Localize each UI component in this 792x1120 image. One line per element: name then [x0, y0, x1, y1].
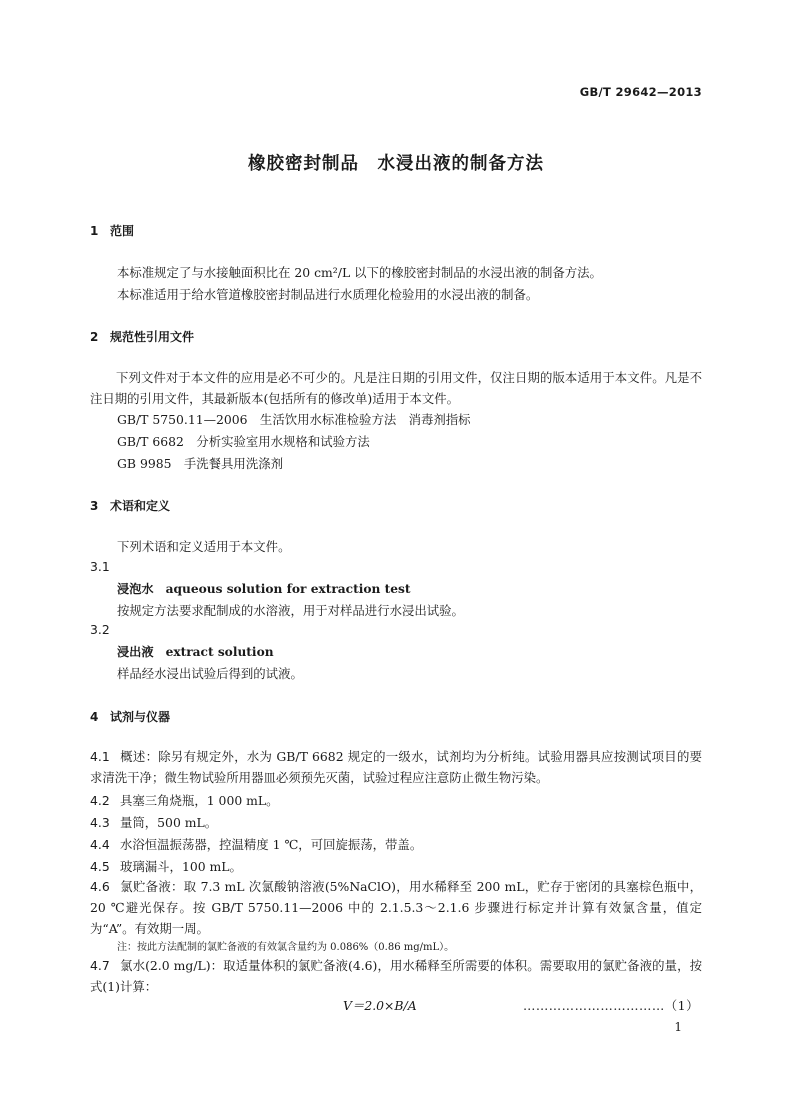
- page-number: 1: [674, 1020, 682, 1034]
- clause-number: 4.4: [90, 837, 110, 852]
- clause-4-2: [90, 791, 279, 809]
- formula-number: ……………………………（1）: [523, 998, 699, 1013]
- clause-number: 4.1: [90, 749, 110, 764]
- clause-4-4: [90, 835, 422, 853]
- section-title: 范围: [110, 224, 135, 238]
- clause-4-1: [90, 746, 702, 788]
- clause-number: 4.6: [90, 879, 110, 894]
- term-number: 3.1: [90, 559, 110, 574]
- section-number: 4: [90, 710, 99, 724]
- section-title: 规范性引用文件: [110, 330, 195, 344]
- term-number: 3.2: [90, 622, 110, 637]
- reference-item: GB/T 6682 分析实验室用水规格和试验方法: [117, 434, 370, 449]
- reference-item: GB 9985 手洗餐具用洗涤剂: [117, 456, 283, 471]
- section-2-heading: [90, 328, 194, 345]
- term-definition: 样品经水浸出试验后得到的试液。: [117, 666, 303, 681]
- term-definition: 按规定方法要求配制成的水溶液，用于对样品进行水浸出试验。: [117, 603, 464, 618]
- term-chinese: 浸泡水: [117, 582, 154, 596]
- term-chinese: 浸出液: [117, 645, 154, 659]
- section-number: 1: [90, 224, 99, 238]
- clause-4-6: [90, 876, 702, 939]
- paragraph: 本标准适用于给水管道橡胶密封制品进行水质理化检验用的水浸出液的制备。: [117, 287, 539, 302]
- formula: V＝2.0×B/A: [343, 998, 417, 1013]
- section-number: 3: [90, 499, 99, 513]
- clause-text: 玻璃漏斗，100 mL。: [120, 859, 242, 874]
- term-heading: [117, 580, 410, 597]
- clause-4-7: [90, 955, 702, 997]
- paragraph: 下列术语和定义适用于本文件。: [117, 539, 291, 554]
- section-1-heading: [90, 222, 134, 239]
- clause-number: 4.2: [90, 793, 110, 808]
- section-title: 试剂与仪器: [110, 710, 171, 724]
- clause-text: 具塞三角烧瓶，1 000 mL。: [120, 793, 279, 808]
- paragraph: 本标准规定了与水接触面积比在 20 cm²/L 以下的橡胶密封制品的水浸出液的制备方法。: [117, 265, 602, 280]
- clause-text: 氯水(2.0 mg/L)：取适量体积的氯贮备液(4.6)，用水稀释至所需要的体积。需要取用的氯贮备液的量，按式(1)计算：: [90, 958, 702, 994]
- note: 注：按此方法配制的氯贮备液的有效氯含量约为 0.086%（0.86 mg/mL）。: [117, 942, 455, 953]
- clause-text: 氯贮备液：取 7.3 mL 次氯酸钠溶液(5%NaClO)，用水稀释至 200 mL，贮存于密闭的具塞棕色瓶中，20 ℃避光保存。按 GB/T 5750.11—2006 中的 2.1.5.3～2.1.6 步骤进行标定并计算有效氯含量，值定为“A”。有效期一周。: [90, 879, 702, 936]
- clause-number: 4.5: [90, 859, 110, 874]
- clause-text: 量筒，500 mL。: [120, 815, 218, 830]
- clause-4-3: [90, 813, 217, 831]
- clause-text: 水浴恒温振荡器，控温精度 1 ℃，可回旋振荡，带盖。: [120, 837, 423, 852]
- clause-text: 概述：除另有规定外，水为 GB/T 6682 规定的一级水，试剂均为分析纯。试验用器具应按测试项目的要求清洗干净；微生物试验所用器皿必须预先灭菌，试验过程应注意防止微生物污染。: [90, 749, 702, 785]
- term-english: aqueous solution for extraction test: [165, 582, 411, 596]
- standard-number: GB/T 29642—2013: [579, 85, 702, 99]
- clause-number: 4.7: [90, 958, 110, 973]
- section-number: 2: [90, 330, 99, 344]
- term-heading: [117, 643, 274, 660]
- reference-item: GB/T 5750.11—2006 生活饮用水标准检验方法 消毒剂指标: [117, 412, 471, 427]
- section-4-heading: [90, 708, 170, 725]
- term-english: extract solution: [165, 645, 274, 659]
- paragraph: 下列文件对于本文件的应用是必不可少的。凡是注日期的引用文件，仅注日期的版本适用于本文件。凡是不注日期的引用文件，其最新版本(包括所有的修改单)适用于本文件。: [90, 370, 702, 406]
- clause-4-5: [90, 857, 242, 875]
- clause-number: 4.3: [90, 815, 110, 830]
- document-title: 橡胶密封制品 水浸出液的制备方法: [248, 154, 544, 174]
- section-3-heading: [90, 497, 170, 514]
- section-title: 术语和定义: [110, 499, 171, 513]
